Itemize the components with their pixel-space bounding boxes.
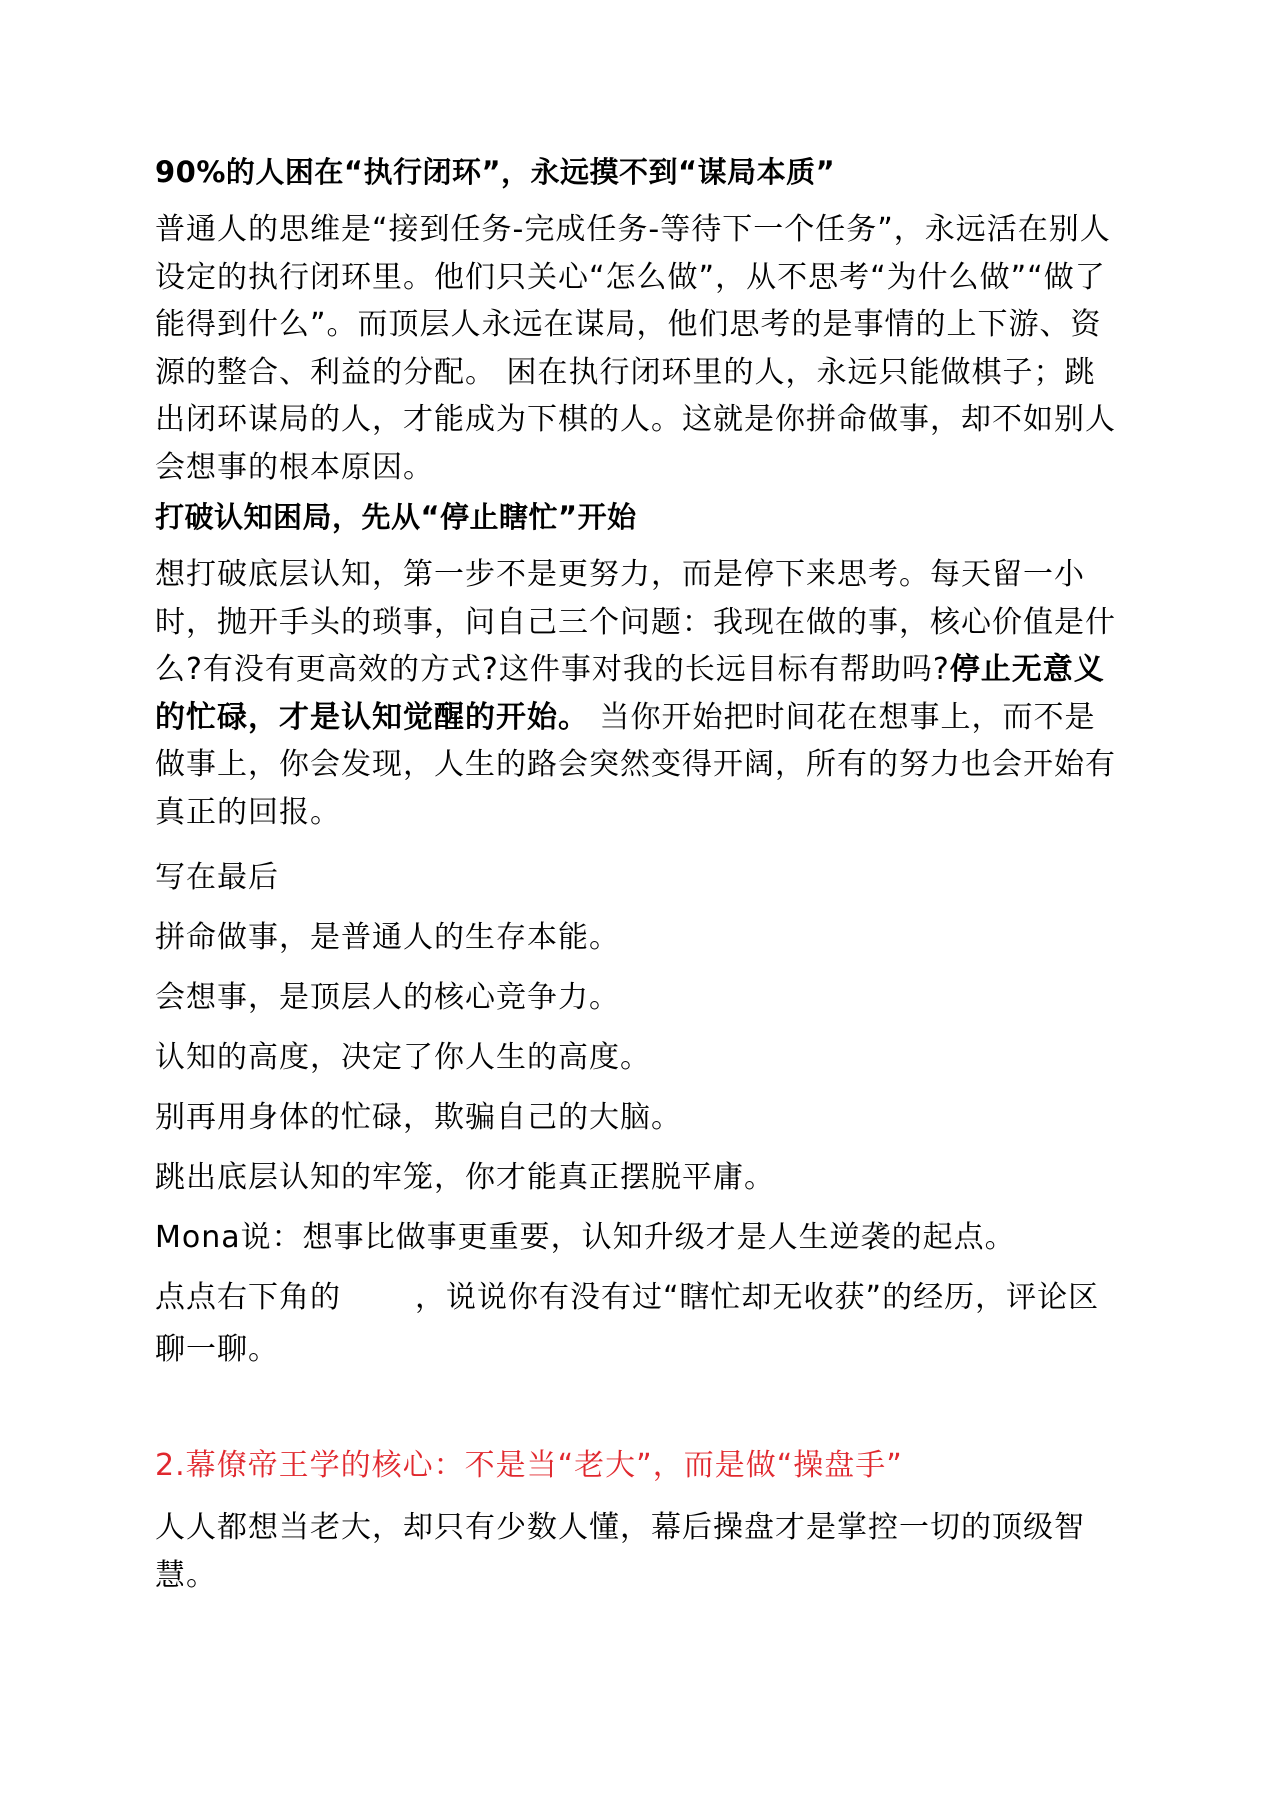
section3-heading: 2.幕僚帝王学的核心：不是当“老大”，而是做“操盘手” <box>155 1448 903 1483</box>
section2-heading: 打破认知困局，先从“停止瞎忙”开始 <box>155 500 637 534</box>
section1-body: 普通人的思维是“接到任务-完成任务-等待下一个任务”，永远活在别人设定的执行闭环里。他们只关心“怎么做”，从不思考“为什么做”“做了能得到什么”。而顶层人永远在谋局，他们思考的是事情的上下游、资源的整合、利益的分配。 困在执行闭环里的人，永远只能做棋子；跳出闭环谋局的人，才能成为下棋的人。这就是你拼命做事，却不如别人会想事的根本原因。 <box>155 212 1116 485</box>
section3-body: 人人都想当老大，却只有少数人懂，幕后操盘才是掌控一切的顶级智慧。 <box>155 1510 1085 1593</box>
section2-body-text-end: 当你开始把时间花在想事上，而不是做事上，你会发现，人生的路会突然变得开阔，所有的努力也会开始有真正的回报。 <box>155 699 1116 830</box>
closing-cta-start: 点点右下角的 <box>155 1280 341 1315</box>
closing-line: 别再用身体的忙碌，欺骗自己的大脑。 <box>155 1100 682 1135</box>
closing-line: 拼命做事，是普通人的生存本能。 <box>155 920 620 955</box>
closing-title: 写在最后 <box>155 860 279 895</box>
section2-body <box>155 551 1125 836</box>
closing-line: 跳出底层认知的牢笼，你才能真正摆脱平庸。 <box>155 1160 775 1195</box>
closing-cta-end: ，说说你有没有过“瞎忙却无收获”的经历，评论区聊一聊。 <box>155 1280 1100 1367</box>
document-page <box>155 152 1125 1599</box>
closing-cta <box>155 1272 1125 1376</box>
closing-line: 会想事，是顶层人的核心竞争力。 <box>155 980 620 1015</box>
section1-heading: 90%的人困在“执行闭环”，永远摸不到“谋局本质” <box>155 155 836 189</box>
section2-body-text: 想打破底层认知，第一步不是更努力，而是停下来思考。每天留一小时，抛开手头的琐事，问自己三个问题：我现在做的事，核心价值是什么?有没有更高效的方式?这件事对我的长远目标有帮助吗? <box>155 557 1116 687</box>
closing-line-mona: Mona说：想事比做事更重要，认知升级才是人生逆袭的起点。 <box>155 1220 1016 1255</box>
closing-line: 认知的高度，决定了你人生的高度。 <box>155 1040 651 1075</box>
section2-body-emphasis: 停止无意义的忙碌，才是认知觉醒的开始。 <box>155 652 1105 735</box>
